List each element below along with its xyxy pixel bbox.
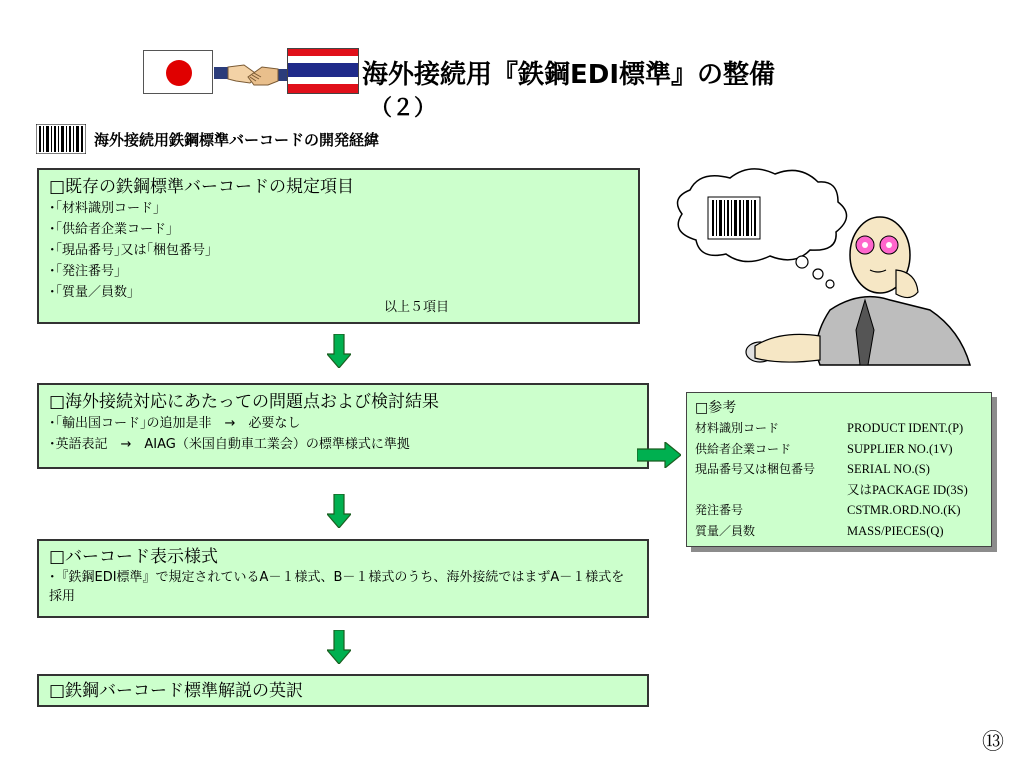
- translation-box: [37, 674, 649, 707]
- reference-jp-term: 現品番号又は梱包番号: [695, 462, 816, 476]
- right-arrow-icon: [637, 442, 681, 468]
- reference-en-term: 又はPACKAGE ID(3S): [847, 482, 968, 497]
- reference-en-term: MASS/PIECES(Q): [847, 523, 944, 538]
- down-arrow-icon: [327, 630, 351, 664]
- list-item: ･｢現品番号｣又は｢梱包番号｣: [49, 243, 212, 258]
- box-heading: □バーコード表示様式: [49, 547, 219, 567]
- box-heading: □海外接続対応にあたっての問題点および検討結果: [49, 392, 440, 412]
- reference-en-term: SERIAL NO.(S): [847, 462, 930, 476]
- handshake-icon: [214, 55, 292, 95]
- section-subtitle: 海外接続用鉄鋼標準バーコードの開発経緯: [94, 131, 380, 149]
- barcode-format-box: [37, 539, 649, 618]
- reference-en-term: SUPPLIER NO.(1V): [847, 441, 953, 456]
- reference-en-term: CSTMR.ORD.NO.(K): [847, 503, 961, 517]
- table-row: [695, 521, 983, 542]
- reference-title: □参考: [695, 400, 737, 416]
- overseas-issues-box: [37, 383, 649, 469]
- table-row: [695, 459, 983, 480]
- table-row: [695, 418, 983, 439]
- list-item: ･｢質量／員数｣: [49, 285, 134, 300]
- barcode-icon: [36, 124, 86, 154]
- box-heading: □鉄鋼バーコード標準解説の英訳: [49, 681, 304, 701]
- reference-jp-term: 材料識別コード: [695, 421, 780, 435]
- existing-barcode-items-box: [37, 168, 640, 324]
- table-row: [695, 439, 983, 460]
- reference-jp-term: [695, 480, 847, 501]
- thinking-person-icon: [660, 160, 990, 370]
- list-item: ･｢輸出国コード｣の追加是非 → 必要なし: [49, 416, 301, 431]
- thailand-flag-icon: [287, 48, 359, 94]
- down-arrow-icon: [327, 494, 351, 528]
- reference-jp-term: 供給者企業コード: [695, 441, 792, 456]
- box-text: ･『鉄鋼EDI標準』で規定されているA－１様式、B－１様式のうち、海外接続ではまずA－１様式を採用: [49, 570, 625, 604]
- list-item: ･｢発注番号｣: [49, 264, 121, 279]
- box-heading: □既存の鉄鋼標準バーコードの規定項目: [49, 177, 355, 197]
- item-count-note: 以上５項目: [384, 300, 450, 315]
- list-item: ･英語表記 → AIAG（米国自動車工業会）の標準様式に準拠: [49, 437, 410, 452]
- table-row: [695, 500, 983, 521]
- reference-box: [686, 392, 992, 547]
- page-title: 海外接続用『鉄鋼EDI標準』の整備: [362, 60, 776, 90]
- page-title-suffix: （２）: [370, 96, 437, 121]
- reference-jp-term: 発注番号: [695, 503, 744, 517]
- reference-en-term: PRODUCT IDENT.(P): [847, 421, 964, 435]
- page-number: ⑬: [982, 730, 1005, 755]
- table-row: [695, 480, 983, 501]
- reference-jp-term: 質量／員数: [695, 523, 756, 538]
- list-item: ･｢材料識別コード｣: [49, 201, 160, 216]
- japan-flag-icon: [143, 50, 213, 94]
- down-arrow-icon: [327, 334, 351, 368]
- list-item: ･｢供給者企業コード｣: [49, 222, 173, 237]
